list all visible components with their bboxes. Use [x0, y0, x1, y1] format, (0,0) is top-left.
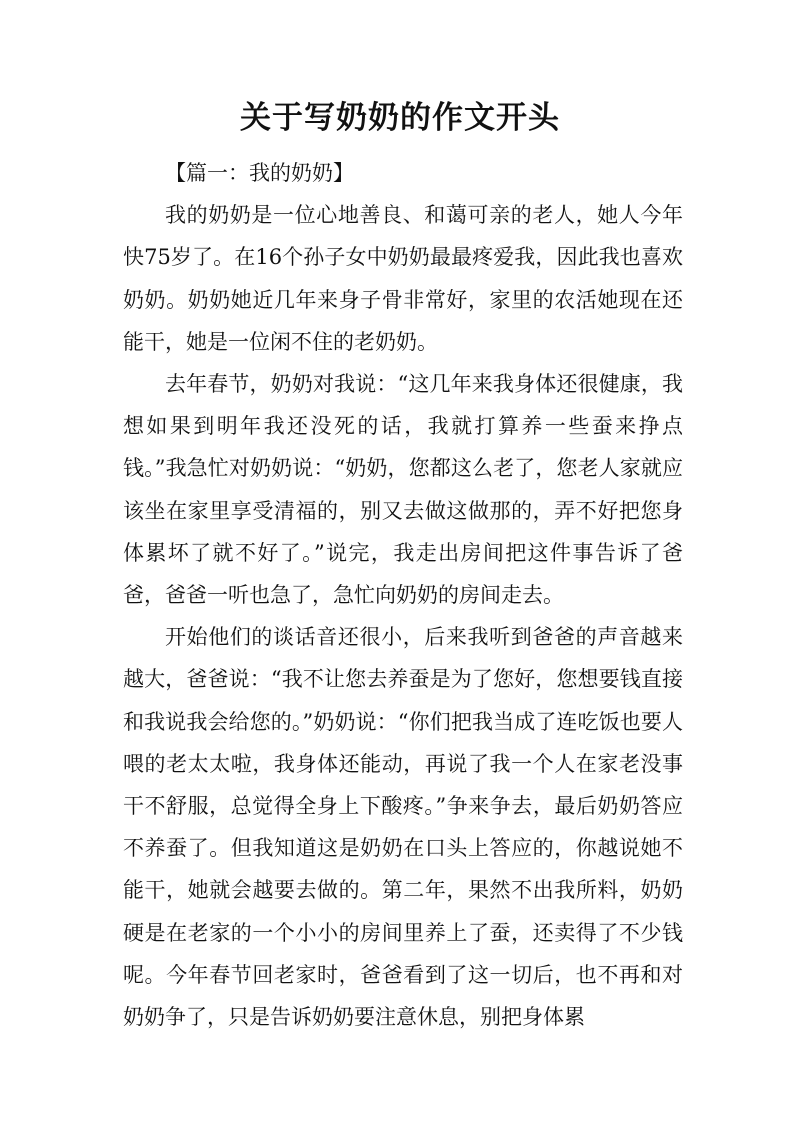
document-body	[123, 152, 683, 1038]
section-heading: 【篇一：我的奶奶】	[165, 161, 354, 185]
paragraph-3: 开始他们的谈话音还很小，后来我听到爸爸的声音越来越大，爸爸说：“我不让您去养蚕是为了您好，您想要钱直接和我说我会给您的。”奶奶说：“你们把我当成了连吃饭也要人喂的老太太啦，我身体还能动，再说了我一个人在家老没事干不舒服，总觉得全身上下酸疼。”争来争去，最后奶奶答应不养蚕了。但我知道这是奶奶在口头上答应的，你越说她不能干，她就会越要去做的。第二年，果然不出我所料，奶奶硬是在老家的一个小小的房间里养上了蚕，还卖得了不少钱呢。今年春节回老家时，爸爸看到了这一切后，也不再和对奶奶争了，只是告诉奶奶要注意休息，别把身体累	[123, 625, 683, 1030]
document-title: 关于写奶奶的作文开头	[240, 100, 560, 136]
paragraph-2: 去年春节，奶奶对我说：“这几年来我身体还很健康，我想如果到明年我还没死的话，我就打算养一些蚕来挣点钱。”我急忙对奶奶说：“奶奶，您都这么老了，您老人家就应该坐在家里享受清福的，别又去做这做那的，弄不好把您身体累坏了就不好了。”说完，我走出房间把这件事告诉了爸爸，爸爸一听也急了，急忙向奶奶的房间走去。	[123, 372, 683, 608]
paragraph-1: 我的奶奶是一位心地善良、和蔼可亲的老人，她人今年快75岁了。在16个孙子女中奶奶最最疼爱我，因此我也喜欢奶奶。奶奶她近几年来身子骨非常好，家里的农活她现在还能干，她是一位闲不住的老奶奶。	[123, 203, 683, 354]
